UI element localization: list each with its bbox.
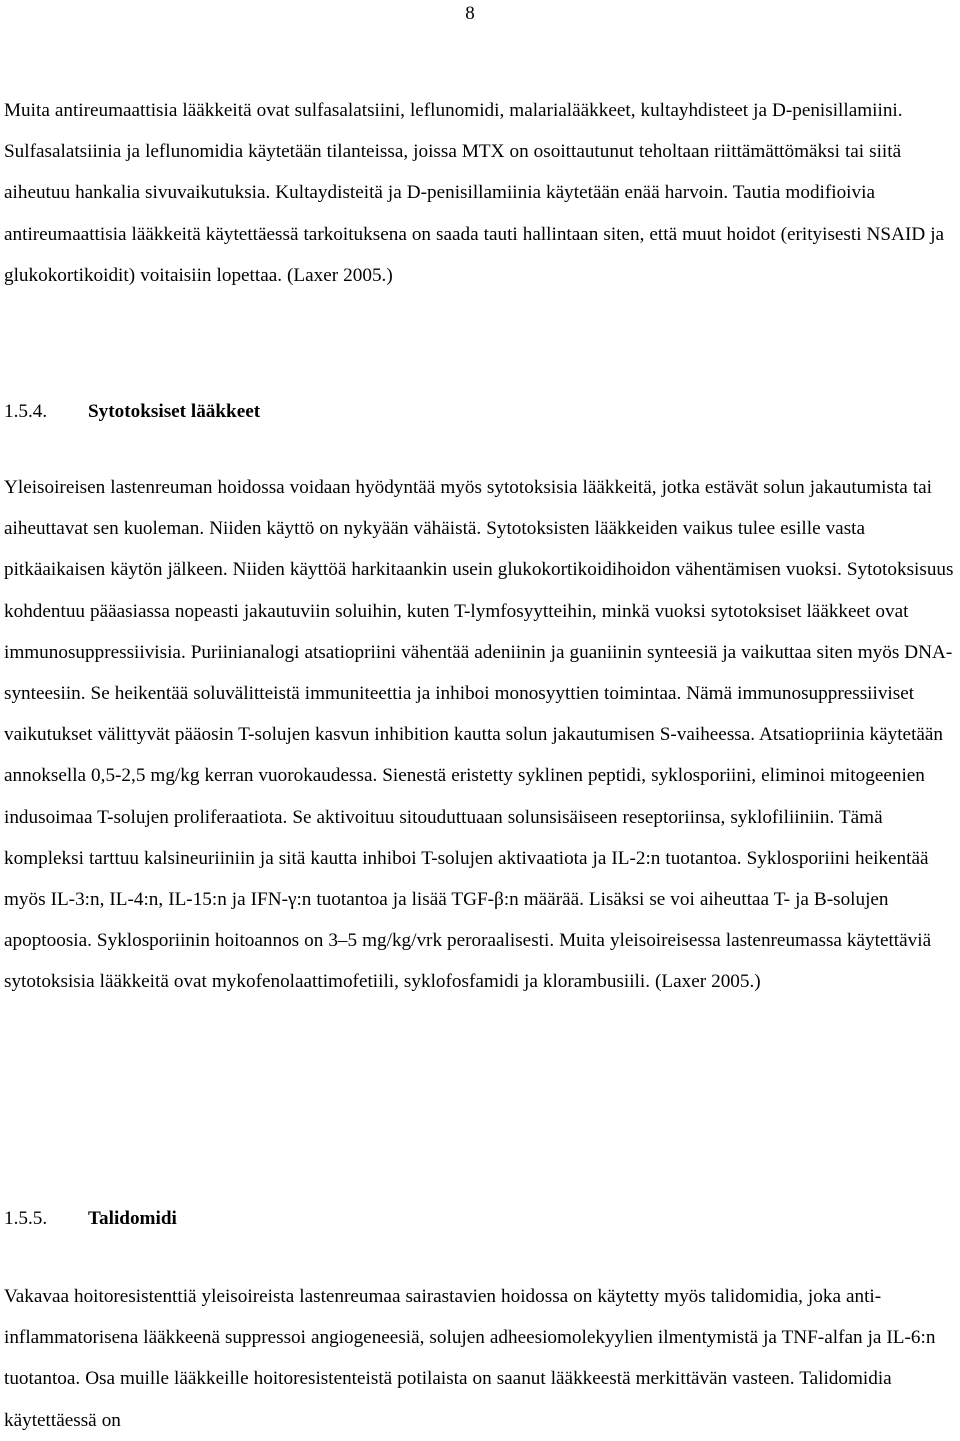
section-number: 1.5.4. [4, 401, 48, 422]
paragraph-thalidomide: Vakavaa hoitoresistenttiä yleisoireista lastenreumaa sairastavien hoidossa on käytetty myös talidomidia, joka anti-inflammatorisena lääkkeenä suppressoi angiogeneesiä, solujen adheesiomolekyylien ilmentymistä ja TNF-alfan ja IL-6:n tuotantoa. Osa muille lääkkeille hoitoresistenteistä potilaista on saanut lääkkeestä merkittävän vasteen. Talidomidia käytettäessä on [4, 1286, 936, 1431]
section-heading-thalidomide [4, 1198, 177, 1239]
section-heading-cytotoxic [4, 391, 260, 432]
paragraph-antirheumatic-drugs: Muita antireumaattisia lääkkeitä ovat sulfasalatsiini, leflunomidi, malarialääkkeet, kultayhdisteet ja D-penisillamiini. Sulfasalatsiinia ja leflunomidia käytetään tilanteissa, joissa MTX on osoittautunut teholtaan riittämättömäksi tai siitä aiheutuu hankalia sivuvaikutuksia. Kultaydisteitä ja D-penisillamiinia käytetään enää harvoin. Tautia modifioivia antireumaattisia lääkkeitä käytettäessä tarkoituksena on saada tauti hallintaan siten, että muut hoidot (erityisesti NSAID ja glukokortikoidit) voitaisiin lopettaa. (Laxer 2005.) [4, 100, 945, 286]
page-number: 8 [465, 3, 475, 24]
section-number: 1.5.5. [4, 1208, 48, 1229]
section-title: Talidomidi [88, 1208, 177, 1229]
section-title: Sytotoksiset lääkkeet [88, 401, 261, 422]
paragraph-cytotoxic-drugs: Yleisoireisen lastenreuman hoidossa voidaan hyödyntää myös sytotoksisia lääkkeitä, jotka estävät solun jakautumista tai aiheuttavat sen kuoleman. Niiden käyttö on nykyään vähäistä. Sytotoksisten lääkkeiden vaikus tulee esille vasta pitkäaikaisen käytön jälkeen. Niiden käyttöä harkitaankin usein glukokortikoidihoidon vähentämisen vuoksi. Sytotoksisuus kohdentuu pääasiassa nopeasti jakautuviin soluihin, kuten T-lymfosyytteihin, minkä vuoksi sytotoksiset lääkkeet ovat immunosuppressiivisia. Puriinianalogi atsatiopriini vähentää adeniinin ja guaniinin synteesiä ja vaikuttaa siten myös DNA-synteesiin. Se heikentää soluvälitteistä immuniteettia ja inhiboi monosyyttien toimintaa. Nämä immunosuppressiiviset vaikutukset välittyvät pääosin T-solujen kasvun inhibition kautta solun jakautumisen S-vaiheessa. Atsatiopriinia käytetään annoksella 0,5-2,5 mg/kg kerran vuorokaudessa. Sienestä eristetty syklinen peptidi, syklosporiini, eliminoi mitogeenien indusoimaa T-solujen proliferaatiota. Se aktivoituu sitouduttuaan solunsisäiseen reseptoriinsa, syklofiliiniin. Tämä kompleksi tarttuu kalsineuriiniin ja sitä kautta inhiboi T-solujen aktivaatiota ja IL-2:n tuotantoa. Syklosporiini heikentää myös IL-3:n, IL-4:n, IL-15:n ja IFN-γ:n tuotantoa ja lisää TGF-β:n määrää. Lisäksi se voi aiheuttaa T- ja B-solujen apoptoosia. Syklosporiinin hoitoannos on 3–5 mg/kg/vrk peroraalisesti. Muita yleisoireisessa lastenreumassa käytettäviä sytotoksisia lääkkeitä ovat mykofenolaattimofetiili, syklofosfamidi ja klorambusiili. (Laxer 2005.) [4, 477, 954, 993]
